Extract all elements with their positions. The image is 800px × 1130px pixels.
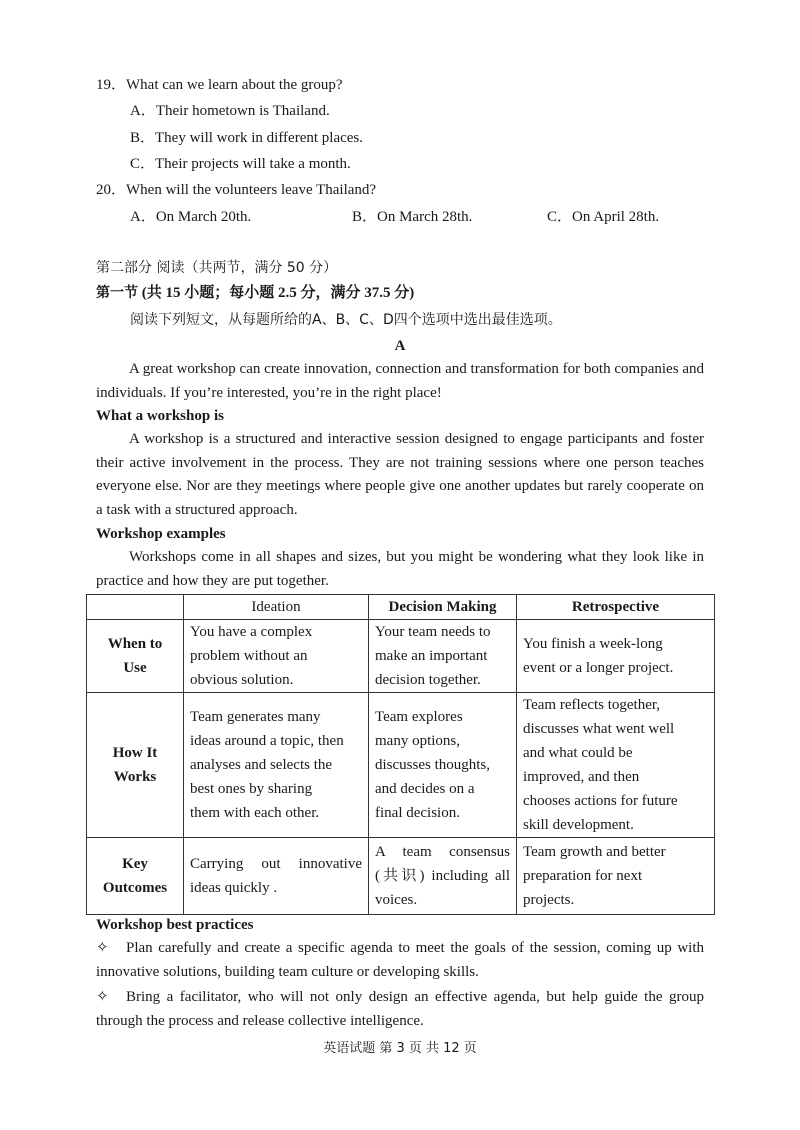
cell-line: A team consensus (375, 844, 510, 860)
row-label-line: Outcomes (102, 880, 168, 896)
cell-line: make an important (375, 648, 488, 664)
cell-line: ideas quickly . (190, 880, 278, 896)
question-text: What can we learn about the group? (126, 77, 343, 93)
option-19c: C．Their projects will take a month. (130, 156, 351, 172)
table-cell (517, 693, 715, 838)
part2-heading: 第二部分 阅读（共两节，满分 50 分） (96, 260, 338, 276)
page-footer: 英语试题 第 3 页 共 12 页 (323, 1041, 477, 1056)
cell-line: discusses thoughts, (375, 757, 491, 773)
cell-line: ideas around a topic, then (190, 733, 344, 749)
cell-line: skill development. (523, 817, 634, 833)
row-label-how-it-works (87, 693, 184, 838)
diamond-bullet-icon: ✧ (96, 989, 109, 1005)
table-cell (517, 620, 715, 693)
cell-line: Carrying out innovative (190, 856, 362, 872)
row-label-line: Use (123, 660, 147, 676)
row-label-line: How It (112, 745, 158, 761)
row-label-line: When to (107, 636, 163, 652)
section-heading-what-is: What a workshop is (96, 408, 224, 424)
passage-letter: A (394, 338, 406, 354)
section1-detail: (共 15 小题；每小题 2.5 分，满分 37.5 分) (138, 285, 415, 301)
cell-line: decision together. (375, 672, 481, 688)
table-header-ideation: Ideation (184, 595, 369, 620)
cell-line: many options, (375, 733, 460, 749)
table-cell (369, 620, 517, 693)
cell-line: You finish a week-long (523, 636, 663, 652)
table-row (87, 693, 715, 838)
section1-prefix: 第一节 (96, 285, 138, 301)
cell-line: (共识) including all (375, 868, 510, 884)
row-label-line: Works (113, 769, 157, 785)
cell-line: and what could be (523, 745, 633, 761)
question-number: 19． (96, 77, 127, 93)
option-20b: B．On March 28th. (352, 209, 473, 225)
section1-heading (96, 283, 414, 303)
cell-line: preparation for next (523, 868, 643, 884)
cell-line: and decides on a (375, 781, 475, 797)
bullet-text: Plan carefully and create a specific agenda to meet the goals of the session, coming up with innovative solutions, building team culture or developing skills. (96, 940, 704, 980)
table-header-retrospective: Retrospective (517, 595, 715, 620)
cell-line: chooses actions for future (523, 793, 678, 809)
table-cell (517, 838, 715, 915)
cell-line: improved, and then (523, 769, 640, 785)
diamond-bullet-icon: ✧ (96, 940, 109, 956)
section-heading-examples: Workshop examples (96, 526, 226, 542)
table-row (87, 620, 715, 693)
cell-line: them with each other. (190, 805, 320, 821)
reading-instruction: 阅读下列短文，从每题所给的A、B、C、D四个选项中选出最佳选项。 (130, 312, 562, 328)
question-text: When will the volunteers leave Thailand? (126, 182, 377, 198)
cell-line: Team explores (375, 709, 463, 725)
table-row (87, 838, 715, 915)
cell-line: discusses what went well (523, 721, 675, 737)
row-label-key-outcomes (87, 838, 184, 915)
paragraph-what-is: A workshop is a structured and interactive session designed to engage participants and foster their active involvement in the process. They are not training sessions where one person teaches everyone else. Nor are they meetings where people give one another updates but rarely cooperate on a task with a structured approach. (96, 431, 704, 518)
cell-line: Team growth and better (523, 844, 666, 860)
bullet-text: Bring a facilitator, who will not only design an effective agenda, but help guide the group through the process and release collective intelligence. (96, 989, 704, 1029)
bullet-item (96, 937, 704, 984)
table-cell (184, 838, 369, 915)
cell-line: obvious solution. (190, 672, 294, 688)
option-20c: C．On April 28th. (547, 209, 660, 225)
cell-line: analyses and selects the (190, 757, 333, 773)
option-19b: B．They will work in different places. (130, 130, 363, 146)
cell-line: Team generates many (190, 709, 321, 725)
cell-line: event or a longer project. (523, 660, 674, 676)
question-number: 20． (96, 182, 127, 198)
cell-line: Team reflects together, (523, 697, 661, 713)
paragraph-examples: Workshops come in all shapes and sizes, but you might be wondering what they look like in practice and how they are put together. (96, 549, 704, 589)
cell-line: final decision. (375, 805, 460, 821)
passage-intro: A great workshop can create innovation, connection and transformation for both companies and individuals. If you’re interested, you’re in the right place! (96, 361, 704, 401)
bullet-item (96, 986, 704, 1033)
section-heading-best-practices: Workshop best practices (96, 917, 254, 933)
row-label-when-to-use (87, 620, 184, 693)
cell-line: voices. (375, 892, 418, 908)
workshop-examples-table (86, 594, 715, 915)
cell-line: projects. (523, 892, 575, 908)
cell-line: best ones by sharing (190, 781, 313, 797)
question-20 (96, 180, 376, 200)
table-cell (184, 620, 369, 693)
question-19 (96, 75, 343, 95)
table-cell (184, 693, 369, 838)
table-cell (369, 838, 517, 915)
cell-line: Your team needs to (375, 624, 491, 640)
option-19a: A．Their hometown is Thailand. (130, 103, 330, 119)
table-header-empty (87, 595, 184, 620)
table-header-row (87, 595, 715, 620)
cell-line: problem without an (190, 648, 308, 664)
option-20a: A．On March 20th. (130, 209, 252, 225)
cell-line: You have a complex (190, 624, 313, 640)
table-header-decision-making: Decision Making (369, 595, 517, 620)
table-cell (369, 693, 517, 838)
row-label-line: Key (122, 856, 148, 872)
